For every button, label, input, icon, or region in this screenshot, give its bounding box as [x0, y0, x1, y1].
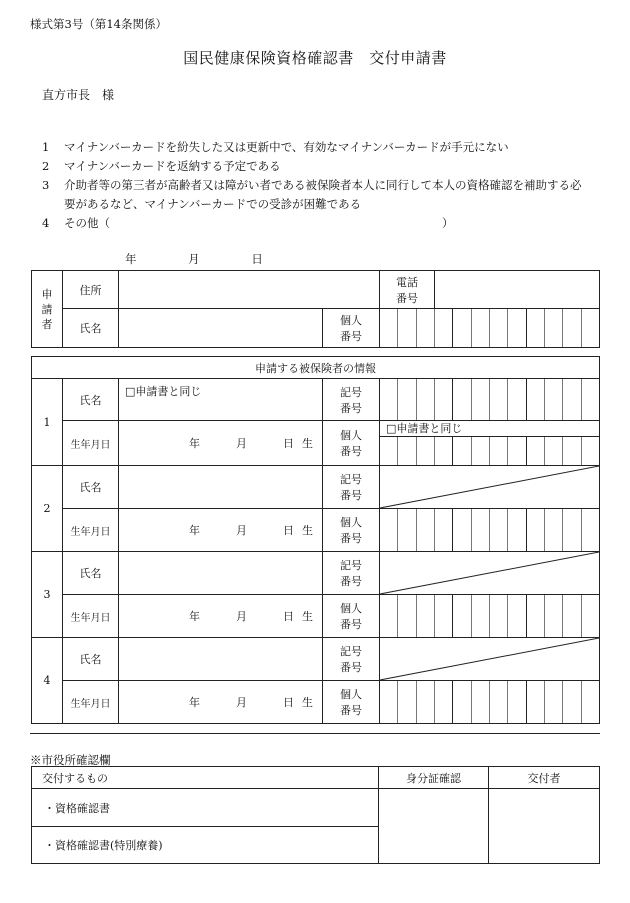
insured-table [31, 356, 600, 724]
reason-number: 4 [42, 216, 50, 230]
office-confirmation-table [31, 766, 600, 864]
insured-name-label: 氏名 [63, 552, 119, 595]
applicant-name-label: 氏名 [63, 309, 119, 348]
date-month: 月 [188, 252, 200, 266]
insured-row-number: 3 [32, 552, 63, 638]
reason-text: マイナンバーカードを返納する予定である [64, 159, 281, 173]
same-as-application-checkbox[interactable]: □申請書と同じ [380, 421, 599, 437]
personal-number-label: 個人 番号 [323, 421, 380, 466]
section-divider [30, 733, 600, 734]
reason-number: 1 [42, 140, 50, 154]
reason-item[interactable] [42, 214, 602, 233]
insured-name-field[interactable] [119, 466, 323, 509]
phone-field[interactable] [435, 271, 600, 309]
office-section-label: ※市役所確認欄 [30, 753, 111, 767]
form-number: 様式第3号（第14条関係） [30, 17, 167, 31]
date-day: 日 [251, 252, 263, 266]
personal-number-label: 個人 番号 [323, 509, 380, 552]
reason-text: その他（ [64, 216, 110, 230]
applicant-table [31, 270, 600, 348]
personal-number-label: 個人 番号 [323, 681, 380, 724]
birth-date-label: 生年月日 [63, 421, 119, 466]
insured-name-field[interactable] [119, 638, 323, 681]
reason-text-continuation: 要があるなど、マイナンバーカードでの受診が困難である [64, 197, 362, 211]
issuer-column-header: 交付者 [489, 767, 600, 789]
application-date[interactable] [125, 251, 263, 267]
reason-text: マイナンバーカードを紛失した又は更新中で、有効なマイナンバーカードが手元にない [64, 140, 509, 154]
personal-number-field[interactable] [380, 595, 600, 638]
addressee: 直方市長 様 [42, 88, 115, 102]
issuer-field[interactable] [489, 789, 600, 864]
birth-date-label: 生年月日 [63, 509, 119, 552]
reason-item[interactable] [42, 176, 602, 195]
insured-row-number: 4 [32, 638, 63, 724]
symbol-number-disabled [380, 552, 600, 595]
symbol-number-field[interactable] [380, 379, 600, 421]
birth-date-field[interactable]: 年 月 日 生 [119, 421, 323, 466]
insured-name-label: 氏名 [63, 466, 119, 509]
symbol-number-disabled [380, 466, 600, 509]
reason-item[interactable] [42, 157, 602, 176]
symbol-number-label: 記号 番号 [323, 379, 380, 421]
personal-number-label: 個人 番号 [323, 595, 380, 638]
phone-label: 電話 番号 [380, 271, 435, 309]
personal-number-field[interactable] [380, 681, 600, 724]
page-title: 国民健康保険資格確認書 交付申請書 [183, 49, 447, 67]
insured-row-number: 2 [32, 466, 63, 552]
applicant-label: 申 請 者 [32, 271, 63, 348]
reason-close-paren: ） [442, 216, 454, 230]
birth-date-field[interactable]: 年 月 日 生 [119, 681, 323, 724]
applicant-personal-number-field[interactable] [380, 309, 600, 348]
address-label: 住所 [63, 271, 119, 309]
insured-name-label: 氏名 [63, 379, 119, 421]
reason-number: 2 [42, 159, 50, 173]
id-check-field[interactable] [379, 789, 489, 864]
date-year: 年 [125, 252, 137, 266]
address-field[interactable] [119, 271, 380, 309]
personal-number-field[interactable] [380, 421, 600, 466]
reason-number: 3 [42, 178, 50, 192]
insured-header: 申請する被保険者の情報 [32, 357, 600, 379]
applicant-personal-number-label: 個人 番号 [323, 309, 380, 348]
reason-list [42, 138, 602, 233]
issue-item-certificate[interactable]: ・資格確認書 [32, 789, 379, 827]
symbol-number-label: 記号 番号 [323, 638, 380, 681]
symbol-number-label: 記号 番号 [323, 552, 380, 595]
insured-name-field[interactable] [119, 379, 323, 421]
birth-date-label: 生年月日 [63, 595, 119, 638]
reason-text: 介助者等の第三者が高齢者又は障がい者である被保険者本人に同行して本人の資格確認を補助する必 [64, 178, 582, 192]
id-check-column-header: 身分証確認 [379, 767, 489, 789]
same-as-application-checkbox[interactable]: □申請書と同じ [125, 385, 202, 398]
symbol-number-label: 記号 番号 [323, 466, 380, 509]
birth-date-field[interactable]: 年 月 日 生 [119, 595, 323, 638]
symbol-number-disabled [380, 638, 600, 681]
insured-row-number: 1 [32, 379, 63, 466]
birth-date-field[interactable]: 年 月 日 生 [119, 509, 323, 552]
insured-name-label: 氏名 [63, 638, 119, 681]
issue-item-special-certificate[interactable]: ・資格確認書(特別療養) [32, 827, 379, 864]
insured-name-field[interactable] [119, 552, 323, 595]
birth-date-label: 生年月日 [63, 681, 119, 724]
applicant-name-field[interactable] [119, 309, 323, 348]
personal-number-field[interactable] [380, 509, 600, 552]
items-column-header: 交付するもの [32, 767, 379, 789]
reason-item[interactable] [42, 138, 602, 157]
